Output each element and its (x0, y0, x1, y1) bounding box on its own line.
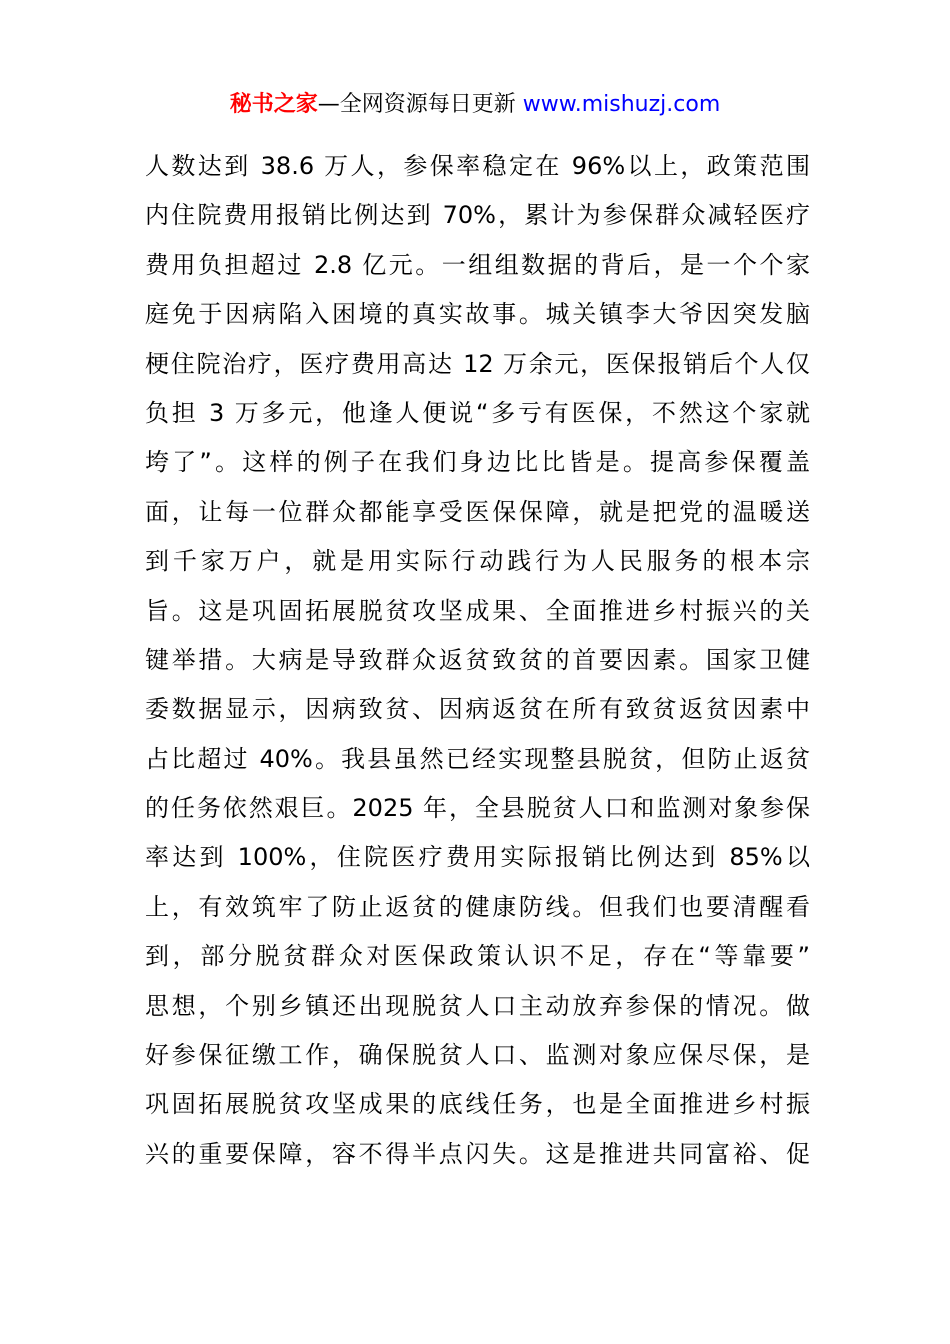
text-line: 人数达到 38.6 万人，参保率稳定在 96%以上，政策范围 (145, 152, 810, 180)
text-line: 率达到 100%，住院医疗费用实际报销比例达到 85%以 (145, 843, 810, 872)
brand-name: 秘书之家 (229, 92, 318, 117)
text-line: 上，有效筑牢了防止返贫的健康防线。但我们也要清醒看 (145, 892, 810, 921)
text-line: 面，让每一位群众都能享受医保保障，就是把党的温暖送 (145, 497, 810, 526)
text-line: 垮了”。这样的例子在我们身边比比皆是。提高参保覆盖 (145, 448, 810, 477)
text-line: 巩固拓展脱贫攻坚成果的底线任务，也是全面推进乡村振 (145, 1090, 810, 1119)
text-line: 思想，个别乡镇还出现脱贫人口主动放弃参保的情况。做 (145, 991, 810, 1020)
text-line: 梗住院治疗，医疗费用高达 12 万余元，医保报销后个人仅 (145, 349, 810, 378)
text-line: 旨。这是巩固拓展脱贫攻坚成果、全面推进乡村振兴的关 (145, 596, 810, 625)
text-line: 委数据显示，因病致贫、因病返贫在所有致贫返贫因素中 (145, 695, 810, 724)
website-link[interactable]: www.mishuzj.com (522, 92, 721, 117)
text-line: 到，部分脱贫群众对医保政策认识不足，存在“等靠要” (145, 942, 810, 971)
text-line: 负担 3 万多元，他逢人便说“多亏有医保，不然这个家就 (145, 398, 810, 427)
text-line: 兴的重要保障，容不得半点闪失。这是推进共同富裕、促 (145, 1139, 810, 1168)
text-line: 费用负担超过 2.8 亿元。一组组数据的背后，是一个个家 (145, 250, 810, 279)
document-body (145, 145, 810, 1182)
header-tagline: —全网资源每日更新 (317, 92, 523, 117)
text-line: 占比超过 40%。我县虽然已经实现整县脱贫，但防止返贫 (145, 744, 810, 773)
text-line: 到千家万户，就是用实际行动践行为人民服务的根本宗 (145, 547, 810, 576)
page-header (0, 89, 950, 121)
text-line: 的任务依然艰巨。2025 年，全县脱贫人口和监测对象参保 (145, 794, 810, 823)
text-line: 庭免于因病陷入困境的真实故事。城关镇李大爷因突发脑 (145, 300, 810, 329)
text-line: 键举措。大病是导致群众返贫致贫的首要因素。国家卫健 (145, 645, 810, 674)
text-line: 好参保征缴工作，确保脱贫人口、监测对象应保尽保，是 (145, 1041, 810, 1070)
text-line: 内住院费用报销比例达到 70%，累计为参保群众减轻医疗 (145, 201, 810, 230)
